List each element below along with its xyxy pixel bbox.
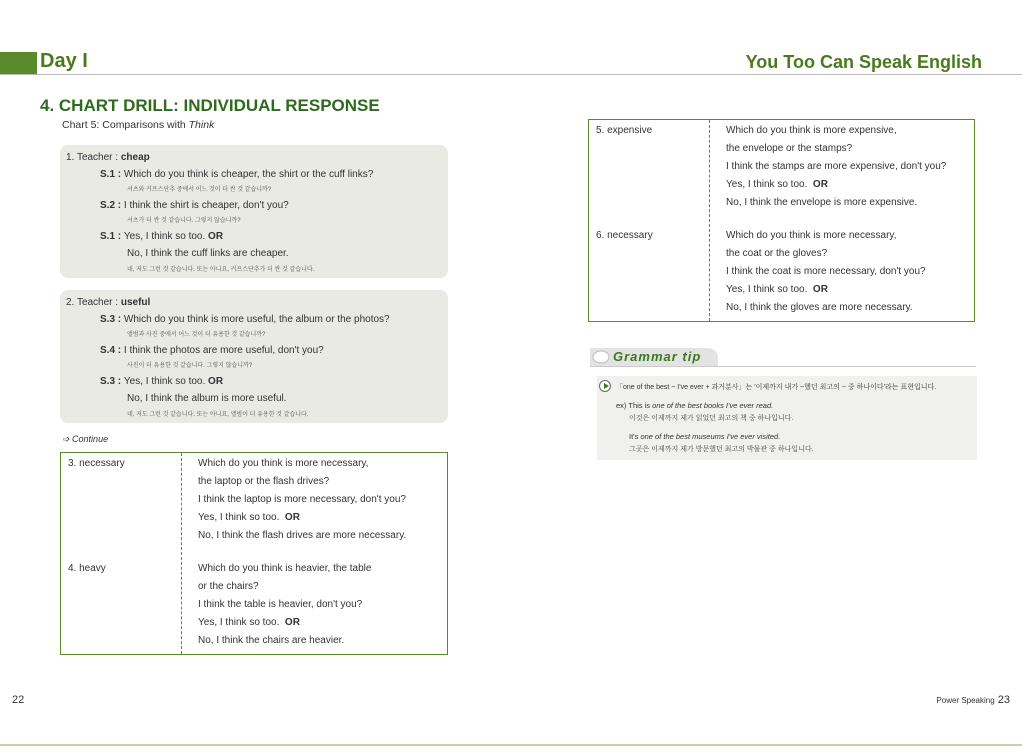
drill-1-line-1: S.1 : Which do you think is cheaper, the shirt or the cuff links? xyxy=(100,169,374,180)
table-left-row-1-line-5: No, I think the flash drives are more necessary. xyxy=(198,530,407,541)
drill-2-line-2: S.4 : I think the photos are more useful, don't you? xyxy=(100,345,324,356)
table-right-row-2-line-4: Yes, I think so too. OR xyxy=(726,284,828,295)
table-left-row-2-line-2: or the chairs? xyxy=(198,581,259,592)
table-right-row-2-line-1: Which do you think is more necessary, xyxy=(726,230,897,241)
drill-2-kor-1: 앨범과 사진 중에서 어느 것이 더 유용한 것 같습니까? xyxy=(127,332,266,338)
drill-2-line-3b: No, I think the album is more useful. xyxy=(127,393,287,404)
drill-2-line-1: S.3 : Which do you think is more useful, the album or the photos? xyxy=(100,314,390,325)
grammar-example-2-kor: 그곳은 이제까지 제가 방문했던 최고의 박물관 중 하나입니다. xyxy=(629,446,814,453)
table-left-row-1-line-2: the laptop or the flash drives? xyxy=(198,476,330,487)
table-right-row-1-line-2: the envelope or the stamps? xyxy=(726,143,853,154)
book-title: You Too Can Speak English xyxy=(745,52,982,72)
drill-1-line-2: S.2 : I think the shirt is cheaper, don't you? xyxy=(100,200,289,211)
drill-1-line-3: S.1 : Yes, I think so too. OR xyxy=(100,231,224,242)
continue-label: ➩ Continue xyxy=(62,434,109,444)
grammar-example-2: It's one of the best museums I've ever visited. xyxy=(629,432,781,441)
table-left-row-2-line-5: No, I think the chairs are heavier. xyxy=(198,635,345,646)
day-label: Day I xyxy=(40,50,88,72)
drill-1-line-3b: No, I think the cuff links are cheaper. xyxy=(127,248,289,259)
table-right-cue-2: 6. necessary xyxy=(596,230,653,241)
header-accent-bar xyxy=(0,52,37,74)
drill-1-kor-3: 네, 저도 그런 것 같습니다. 또는 아니요, 커프스단추가 더 싼 것 같습니다. xyxy=(127,267,315,273)
drill-1-teacher: 1. Teacher : cheap xyxy=(66,152,150,163)
drill-2-kor-2: 사진이 더 유용한 것 같습니다. 그렇지 않습니까? xyxy=(127,363,253,369)
header-divider xyxy=(0,74,1022,75)
drill-2-teacher: 2. Teacher : useful xyxy=(66,297,151,308)
grammar-example-1-kor: 이것은 이제까지 제가 읽었던 최고의 책 중 하나입니다. xyxy=(629,415,794,422)
table-right-row-1-line-3: I think the stamps are more expensive, don't you? xyxy=(726,161,947,172)
table-right-row-2-line-5: No, I think the gloves are more necessary. xyxy=(726,302,913,313)
table-left-row-1-line-4: Yes, I think so too. OR xyxy=(198,512,300,523)
table-right-cue-1: 5. expensive xyxy=(596,125,653,136)
grammar-example-1: ex) This is one of the best books I've ever read. xyxy=(616,401,774,410)
page-number-left: 22 xyxy=(12,694,25,706)
grammar-tip-divider xyxy=(590,366,976,367)
drill-1-kor-1: 셔츠와 커프스단추 중에서 어느 것이 더 싼 것 같습니까? xyxy=(127,187,272,193)
table-left-row-2-line-3: I think the table is heavier, don't you? xyxy=(198,599,363,610)
table-left-row-2-line-4: Yes, I think so too. OR xyxy=(198,617,300,628)
table-right-row-1-line-4: Yes, I think so too. OR xyxy=(726,179,828,190)
table-left-row-1-line-1: Which do you think is more necessary, xyxy=(198,458,369,469)
table-left-row-2-line-1: Which do you think is heavier, the table xyxy=(198,563,372,574)
grammar-tip-title: Grammar tip xyxy=(613,349,702,364)
page-footer-right: Power Speaking 23 xyxy=(936,694,1010,706)
speech-bubble-icon xyxy=(592,350,610,364)
drill-1-kor-2: 셔츠가 더 싼 것 같습니다. 그렇지 않습니까? xyxy=(127,218,241,224)
table-left-cue-2: 4. heavy xyxy=(68,563,106,574)
table-left-row-1-line-3: I think the laptop is more necessary, don't you? xyxy=(198,494,406,505)
play-bullet-icon xyxy=(599,380,611,392)
section-title: 4. CHART DRILL: INDIVIDUAL RESPONSE xyxy=(40,96,380,115)
table-left-cue-1: 3. necessary xyxy=(68,458,125,469)
table-right-row-1-line-5: No, I think the envelope is more expensive. xyxy=(726,197,918,208)
table-right-row-2-line-2: the coat or the gloves? xyxy=(726,248,828,259)
footer-divider xyxy=(0,744,1022,746)
drill-2-line-3: S.3 : Yes, I think so too. OR xyxy=(100,376,224,387)
chart-label: Chart 5: Comparisons with Think xyxy=(62,119,215,131)
grammar-rule: 「one of the best ~ I've ever + 과거분사」는 '이제까지 내가 ~했던 최고의 ~ 중 하나이다'라는 표현입니다. xyxy=(616,384,937,391)
table-right-row-2-line-3: I think the coat is more necessary, don't you? xyxy=(726,266,926,277)
table-right-row-1-line-1: Which do you think is more expensive, xyxy=(726,125,897,136)
drill-2-kor-3: 네, 저도 그런 것 같습니다. 또는 아니요, 앨범이 더 유용한 것 같습니다. xyxy=(127,412,309,418)
